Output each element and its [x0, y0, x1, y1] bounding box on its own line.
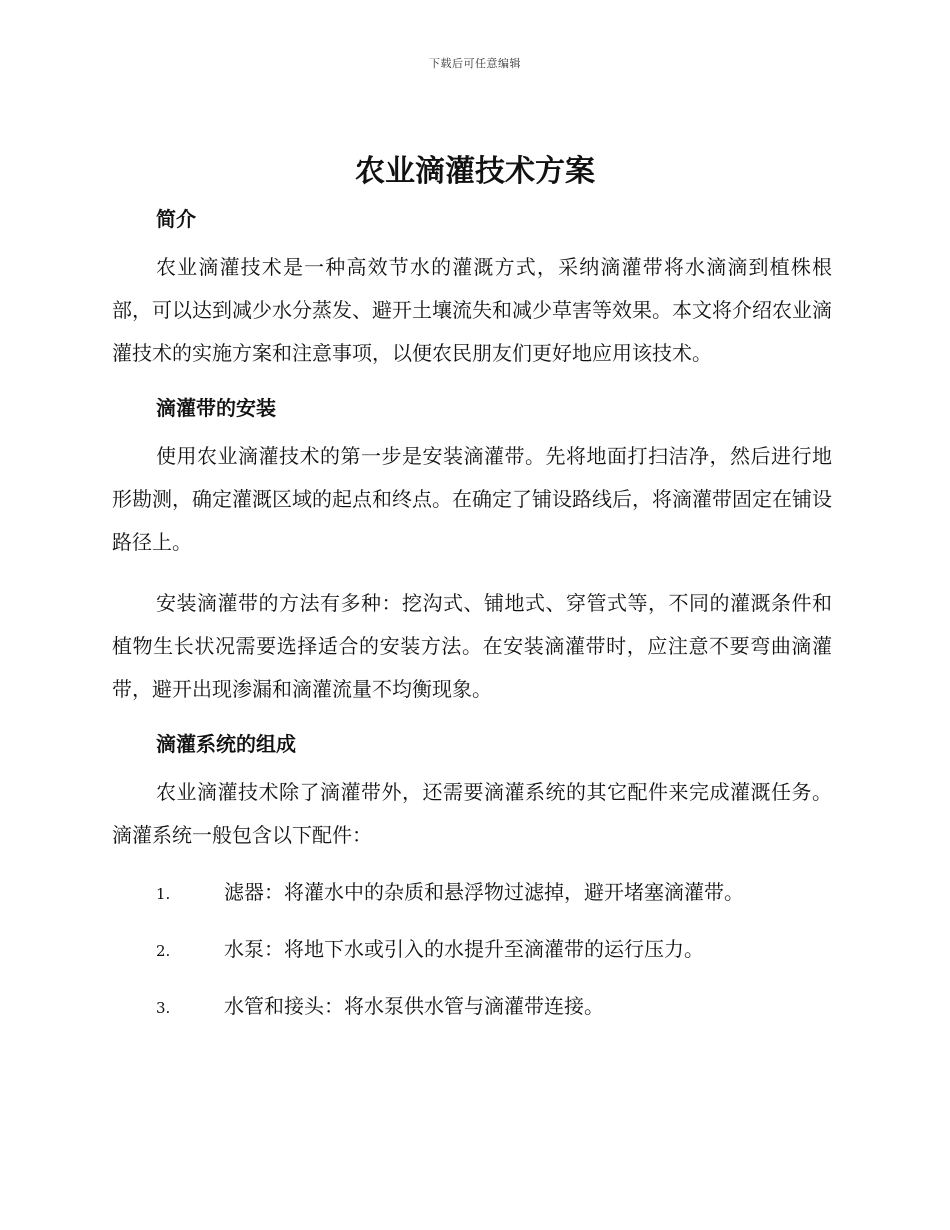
page-header-note: 下载后可任意编辑 [429, 57, 521, 70]
section-heading: 滴灌系统的组成 [156, 732, 296, 756]
list-item-number: 3. [156, 999, 171, 1017]
list-item-number: 2. [156, 942, 171, 960]
paragraph: 农业滴灌技术除了滴灌带外，还需要滴灌系统的其它配件来完成灌溉任务。滴灌系统一般包含以下配件： [112, 780, 832, 847]
section-heading: 简介 [156, 207, 196, 231]
list-item [112, 877, 832, 909]
section-heading: 滴灌带的安装 [156, 396, 276, 420]
list-item [112, 991, 832, 1023]
document-title: 农业滴灌技术方案 [355, 154, 595, 189]
paragraph: 安装滴灌带的方法有多种：挖沟式、铺地式、穿管式等，不同的灌溉条件和植物生长状况需要选择适合的安装方法。在安装滴灌带时，应注意不要弯曲滴灌带，避开出现渗漏和滴灌流量不均衡现象。 [112, 591, 832, 701]
section-drip-tape-installation [112, 393, 832, 711]
list-item [112, 934, 832, 966]
paragraph: 农业滴灌技术是一种高效节水的灌溉方式，采纳滴灌带将水滴滴到植株根部，可以达到减少水分蒸发、避开土壤流失和减少草害等效果。本文将介绍农业滴灌技术的实施方案和注意事项，以便农民朋友们更好地应用该技术。 [112, 255, 832, 365]
list-item-text: 滤器：将灌水中的杂质和悬浮物过滤掉，避开堵塞滴灌带。 [224, 880, 744, 904]
list-item-text: 水管和接头：将水泵供水管与滴灌带连接。 [224, 994, 604, 1018]
document-body [112, 204, 832, 1048]
section-system-components [112, 729, 832, 1023]
section-introduction [112, 204, 832, 375]
list-item-number: 1. [156, 885, 171, 903]
components-list [112, 877, 832, 1023]
list-item-text: 水泵：将地下水或引入的水提升至滴灌带的运行压力。 [224, 937, 704, 961]
paragraph: 使用农业滴灌技术的第一步是安装滴灌带。先将地面打扫洁净，然后进行地形勘测，确定灌溉区域的起点和终点。在确定了铺设路线后，将滴灌带固定在铺设路径上。 [112, 444, 832, 554]
